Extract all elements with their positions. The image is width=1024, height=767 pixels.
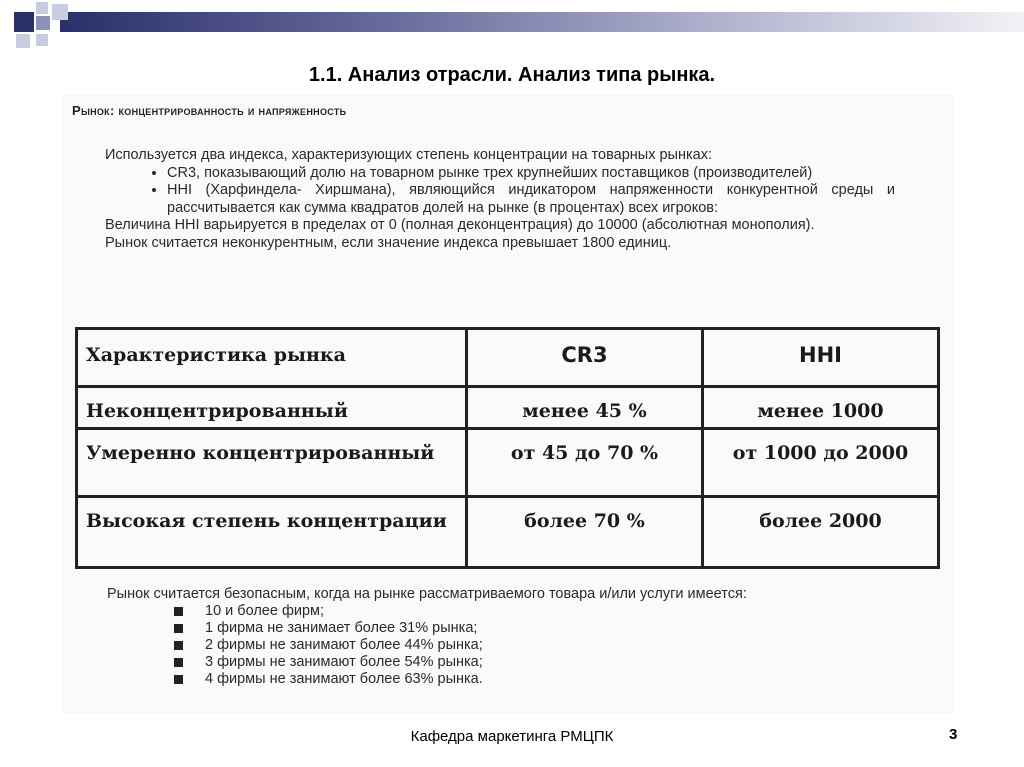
list-item: 2 фирмы не занимают более 44% рынка; bbox=[205, 637, 891, 654]
row-hhi: менее 1000 bbox=[703, 387, 939, 429]
row-cr3: более 70 % bbox=[467, 497, 703, 568]
decor-square bbox=[36, 34, 48, 46]
intro-line: Используется два индекса, характеризующих степень концентрации на товарных рынках: bbox=[105, 147, 712, 163]
square-bullet-icon bbox=[174, 675, 183, 684]
table-row bbox=[77, 387, 939, 429]
hhi-range-text: Величина HHI варьируется в пределах от 0 (полная деконцентрация) до 10000 (абсолютная монополия). bbox=[105, 217, 815, 233]
decor-square bbox=[14, 12, 34, 32]
intro-text bbox=[105, 147, 895, 252]
list-item: 1 фирма не занимает более 31% рынка; bbox=[205, 620, 891, 637]
decorative-header bbox=[0, 0, 1024, 50]
row-label: Умеренно концентрированный bbox=[77, 429, 467, 497]
list-item: 3 фирмы не занимают более 54% рынка; bbox=[205, 654, 891, 671]
page-number: 3 bbox=[949, 726, 958, 743]
decor-square bbox=[36, 2, 48, 14]
decor-square bbox=[52, 4, 68, 20]
table-row bbox=[77, 497, 939, 568]
list-item: 4 фирмы не занимают более 63% рынка. bbox=[205, 671, 891, 688]
table-row bbox=[77, 429, 939, 497]
row-hhi: более 2000 bbox=[703, 497, 939, 568]
square-bullet-icon bbox=[174, 641, 183, 650]
safe-conditions-list bbox=[107, 603, 891, 688]
scan-heading: Рынок: концентрированность и напряженность bbox=[72, 103, 347, 118]
market-concentration-table bbox=[75, 327, 940, 569]
square-bullet-icon bbox=[174, 658, 183, 667]
decor-square bbox=[36, 16, 50, 30]
table-header-hhi: HHI bbox=[703, 329, 939, 387]
row-cr3: от 45 до 70 % bbox=[467, 429, 703, 497]
index-item-cr3: • CR3, показывающий долю на товарном рынке трех крупнейших поставщиков (производителей) bbox=[167, 165, 895, 183]
table-header-row bbox=[77, 329, 939, 387]
row-cr3: менее 45 % bbox=[467, 387, 703, 429]
index-list bbox=[105, 165, 895, 218]
safe-intro: Рынок считается безопасным, когда на рынке рассматриваемого товара и/или услуги имеется: bbox=[107, 586, 747, 602]
header-gradient-bar bbox=[60, 12, 1024, 32]
index-item-hhi: • HHI (Харфиндела- Хиршмана), являющийся индикатором напряженности конкурентной среды и рассчитывается как сумма квадратов долей на рынке (в процентах) всех игроков: bbox=[167, 182, 895, 217]
slide-title: 1.1. Анализ отрасли. Анализ типа рынка. bbox=[308, 64, 716, 86]
threshold-text: Рынок считается неконкурентным, если значение индекса превышает 1800 единиц. bbox=[105, 234, 672, 251]
row-hhi: от 1000 до 2000 bbox=[703, 429, 939, 497]
table-header-cr3: CR3 bbox=[467, 329, 703, 387]
list-item: 10 и более фирм; bbox=[205, 603, 891, 620]
square-bullet-icon bbox=[174, 624, 183, 633]
table-header-characteristic: Характеристика рынка bbox=[77, 329, 467, 387]
decor-square bbox=[16, 34, 30, 48]
slide-footer: Кафедра маркетинга РМЦПК bbox=[410, 728, 614, 745]
safe-market-section bbox=[107, 586, 891, 688]
square-bullet-icon bbox=[174, 607, 183, 616]
row-label: Высокая степень концентрации bbox=[77, 497, 467, 568]
row-label: Неконцентрированный bbox=[77, 387, 467, 429]
